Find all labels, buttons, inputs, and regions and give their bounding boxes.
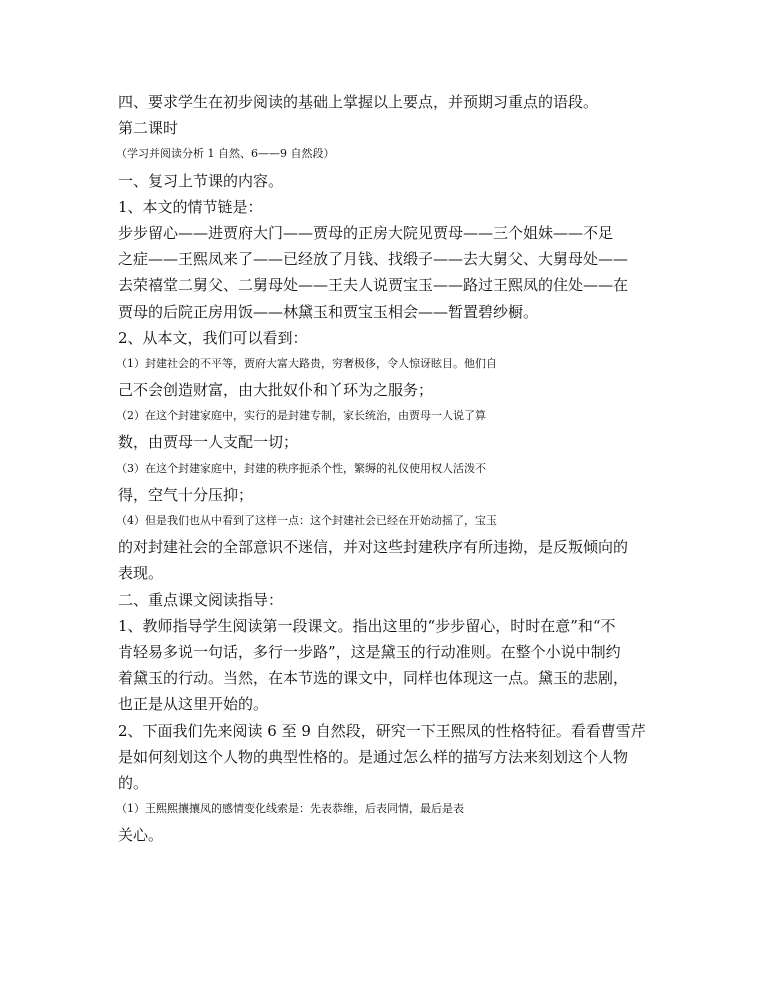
paragraph-point-3 [118, 456, 663, 508]
paragraph-emotion-clue [118, 796, 663, 848]
text-line: 也正是从这里开始的。 [118, 695, 269, 714]
text-line: （4）但是我们也从中看到了这样一点：这个封建社会已经在开始动摇了，宝玉 [116, 514, 497, 527]
text-line: （3）在这个封建家庭中，封建的秩序扼杀个性，繁缛的礼仪使用权人活泼不 [116, 461, 486, 475]
text-line: 四、要求学生在初步阅读的基础上掌握以上要点，并预期习重点的语段。 [118, 93, 599, 111]
text-line: 得，空气十分压抑； [118, 485, 254, 504]
text-line: 的。 [118, 773, 149, 792]
text-line: 贾母的后院正房用饭——林黛玉和贾宝玉相会——暂置碧纱橱。 [118, 302, 539, 321]
heading-review [118, 168, 663, 194]
text-line: 二、重点课文阅读指导： [118, 590, 284, 609]
text-line: （1）王熙熙攘攘凤的感情变化线索是：先表恭维，后表同情，最后是表 [116, 802, 464, 816]
text-line: 2、下面我们先来阅读 6 至 9 自然段，研究一下王熙凤的性格特征。看看曹雪芹 [118, 721, 646, 740]
text-line: （学习并阅读分析 1 自然、6——9 自然段） [116, 147, 335, 161]
text-line: 己不会创造财富，由大批奴仆和丫环为之服务； [118, 381, 434, 400]
heading-key-reading [118, 587, 663, 613]
paragraph-guidance-2 [118, 718, 663, 797]
text-line: 着黛玉的行动。当然，在本节选的课文中，同样也体现这一点。黛玉的悲剧， [118, 669, 629, 688]
paragraph-point-4 [118, 508, 663, 587]
paragraph-lesson-scope [118, 141, 663, 167]
text-line: 1、本文的情节链是： [118, 197, 263, 216]
text-line: 步步留心——进贾府大门——贾母的正房大院见贾母——三个姐妹——不足 [118, 223, 614, 242]
text-line: 肯轻易多说一句话，多行一步路”，这是黛玉的行动准则。在整个小说中制约 [118, 642, 621, 661]
text-line: 的对封建社会的全部意识不迷信，并对这些封建秩序有所违拗，是反叛倾向的 [118, 538, 629, 557]
paragraph-guidance-1 [118, 613, 663, 718]
document-body [118, 89, 663, 848]
text-line: 之症——王熙凤来了——已经放了月钱、找缎子——去大舅父、大舅母处—— [118, 250, 629, 269]
heading-what-we-see [118, 325, 663, 351]
heading-second-lesson [118, 115, 663, 141]
text-line: 第二课时 [118, 119, 179, 138]
text-line: 数，由贾母一人支配一切； [118, 433, 299, 452]
text-line: 2、从本文，我们可以看到： [118, 328, 308, 347]
text-line: （1）封建社会的不平等，贾府大富大路贵，穷奢极侈，令人惊讶眩目。他们自 [116, 356, 497, 370]
paragraph-point-2 [118, 403, 663, 455]
text-line: 去荣禧堂二舅父、二舅母处——王夫人说贾宝玉——路过王熙凤的住处——在 [118, 276, 629, 295]
paragraph-requirement [118, 89, 663, 115]
text-line: 1、教师指导学生阅读第一段课文。指出这里的“步步留心，时时在意”和“不 [118, 616, 616, 635]
text-line: 关心。 [118, 826, 164, 845]
paragraph-plot-chain [118, 220, 663, 325]
heading-plot-chain [118, 194, 663, 220]
text-line: 是如何刻划这个人物的典型性格的。是通过怎么样的描写方法来刻划这个人物 [118, 747, 629, 766]
text-line: （2）在这个封建家庭中，实行的是封建专制，家长统治，由贾母一人说了算 [116, 409, 486, 423]
text-line: 表现。 [118, 564, 164, 583]
text-line: 一、复习上节课的内容。 [118, 171, 284, 190]
paragraph-point-1 [118, 351, 663, 403]
